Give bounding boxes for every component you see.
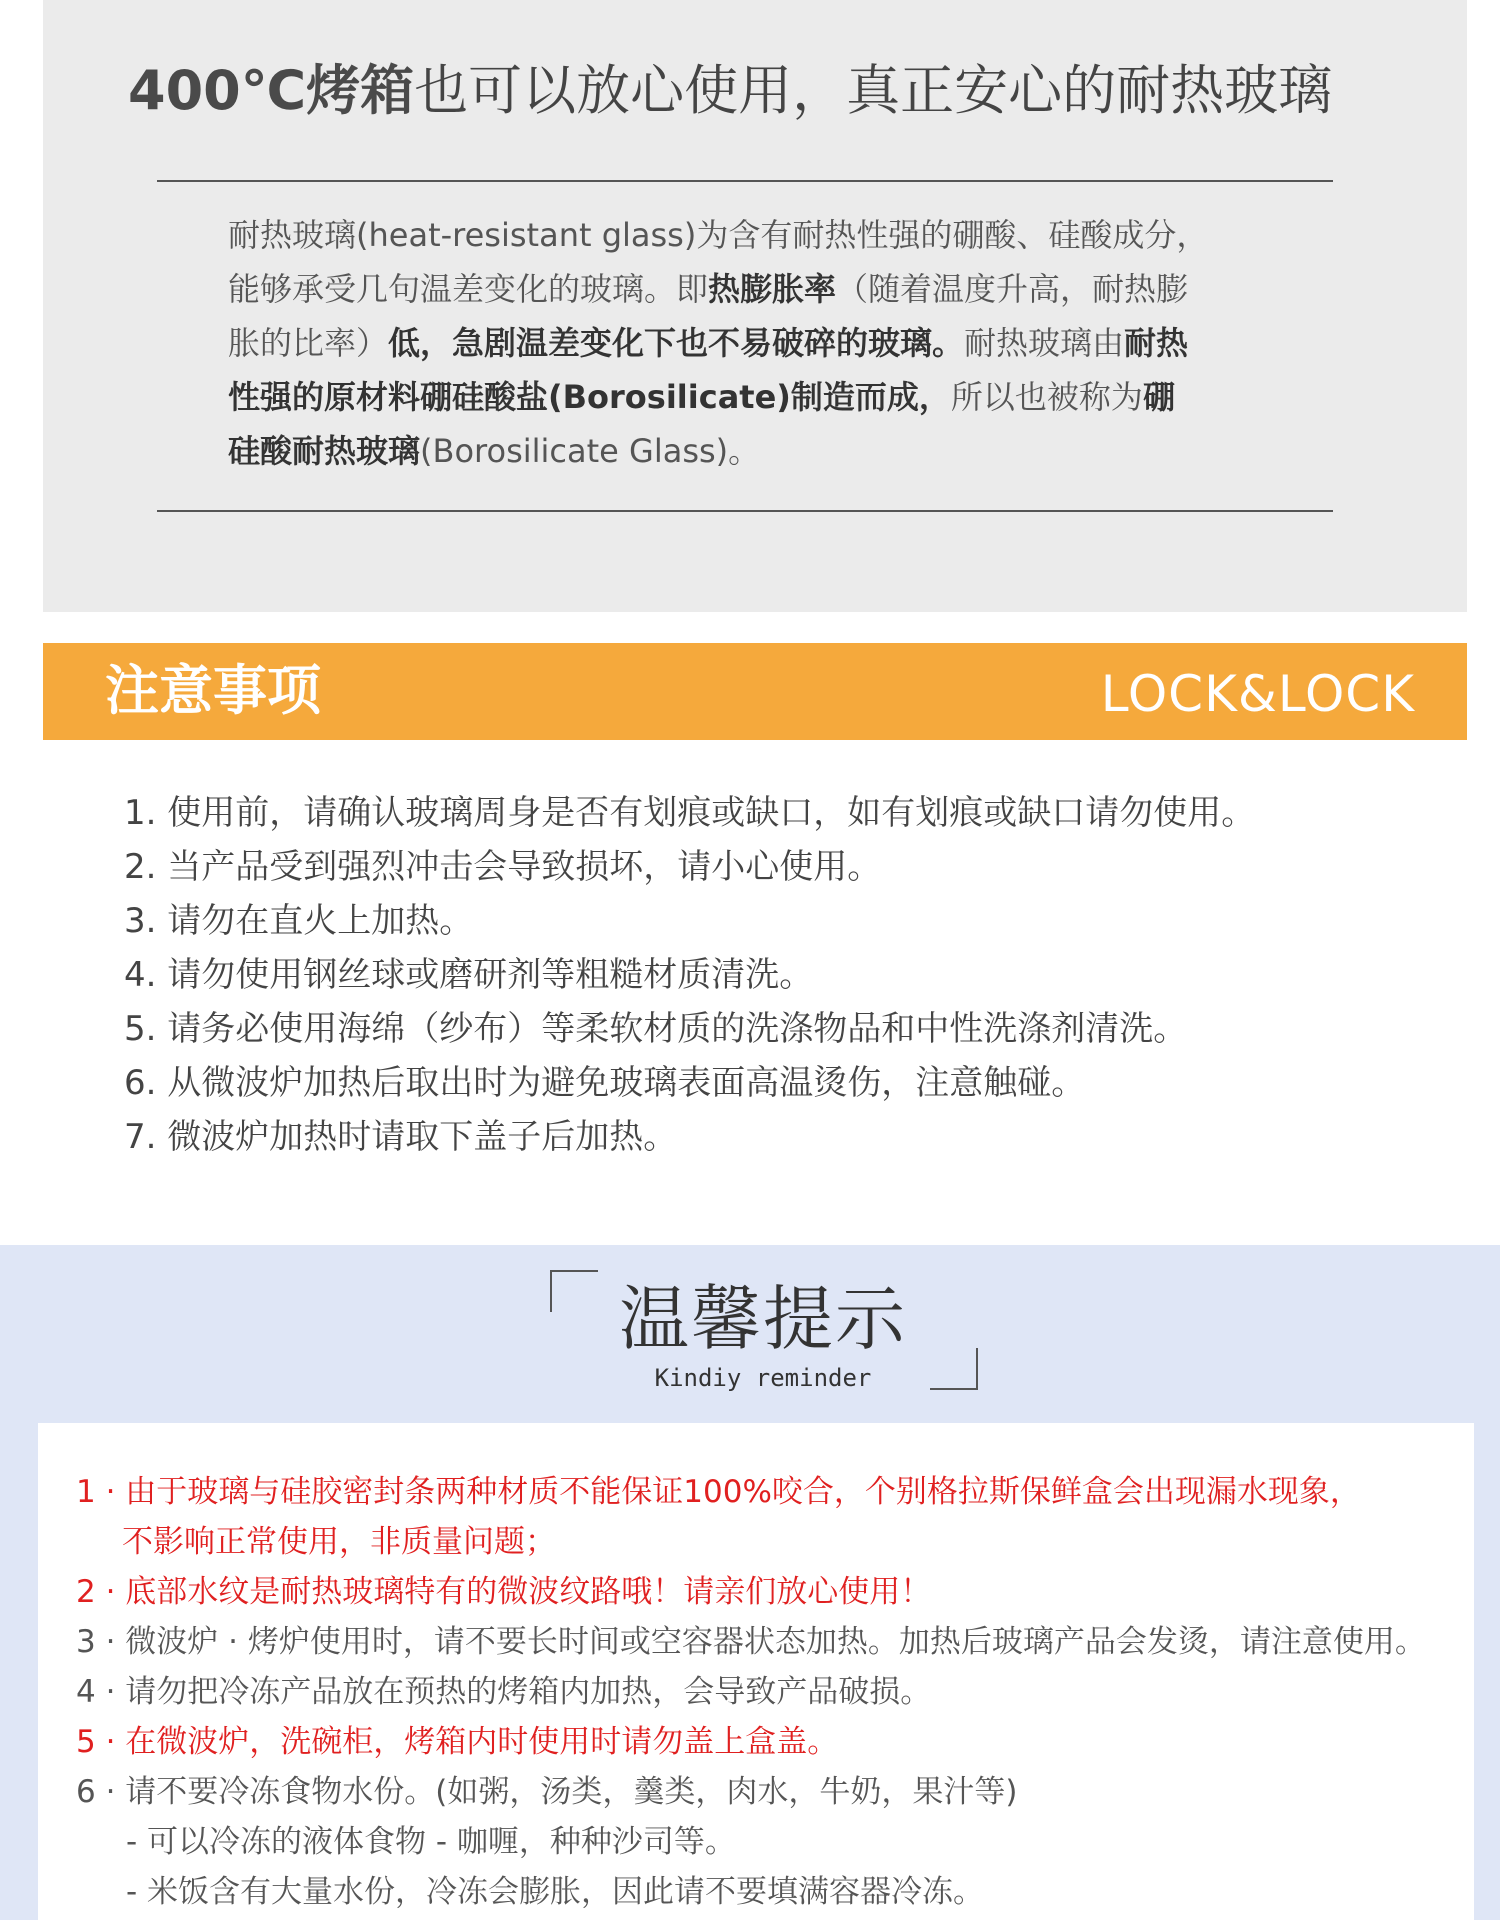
heat-title-bold: 400℃烤箱 — [128, 59, 415, 122]
tip-item: 1 · 由于玻璃与硅胶密封条两种材质不能保证100%咬合，个别格拉斯保鲜盒会出现漏水现象， — [76, 1474, 1361, 1510]
bracket-bottom-right-decoration — [930, 1348, 978, 1390]
heat-description-line — [228, 262, 1288, 316]
bold-text: 低，急剧温差变化下也不易破碎的玻璃。 — [388, 324, 965, 362]
notice-item: 6. 从微波炉加热后取出时为避免玻璃表面高温烫伤，注意触碰。 — [124, 1063, 1086, 1103]
notice-item: 4. 请勿使用钢丝球或磨研剂等粗糙材质清洗。 — [124, 955, 814, 995]
notice-item: 7. 微波炉加热时请取下盖子后加热。 — [124, 1117, 678, 1157]
heat-resistant-section — [0, 0, 1500, 612]
tip-item: 3 · 微波炉 · 烤炉使用时，请不要长时间或空容器状态加热。加热后玻璃产品会发烫，请注意使用。 — [76, 1624, 1426, 1660]
tips-section — [0, 1245, 1500, 1920]
heat-description-line — [228, 208, 1288, 262]
bottom-divider — [157, 510, 1333, 512]
text: 耐热玻璃(heat-resistant glass)为含有耐热性强的硼酸、硅酸成分， — [228, 216, 1209, 254]
notice-item: 1. 使用前，请确认玻璃周身是否有划痕或缺口，如有划痕或缺口请勿使用。 — [124, 793, 1256, 833]
notice-list — [124, 786, 1424, 1164]
text: 所以也被称为 — [950, 378, 1143, 416]
tip-item: - 米饭含有大量水份，冷冻会膨胀，因此请不要填满容器冷冻。 — [126, 1874, 985, 1910]
bold-text: 性强的原材料硼硅酸盐(Borosilicate)制造而成， — [228, 378, 951, 416]
tip-item: 2 · 底部水纹是耐热玻璃特有的微波纹路哦！请亲们放心使用！ — [76, 1574, 932, 1610]
tips-title: 温馨提示 — [619, 1278, 907, 1360]
tip-item: 4 · 请勿把冷冻产品放在预热的烤箱内加热，会导致产品破损。 — [76, 1674, 932, 1710]
bold-text: 硅酸耐热玻璃 — [228, 432, 421, 470]
bold-text: 热膨胀率 — [708, 270, 837, 308]
notice-item: 3. 请勿在直火上加热。 — [124, 901, 474, 941]
notice-header-bar — [43, 643, 1467, 740]
text: （随着温度升高，耐热膨 — [836, 270, 1189, 308]
heat-description — [228, 208, 1288, 478]
tip-item: 不影响正常使用，非质量问题； — [122, 1524, 556, 1560]
text: (Borosilicate Glass)。 — [420, 432, 761, 470]
notice-item: 2. 当产品受到强烈冲击会导致损坏，请小心使用。 — [124, 847, 882, 887]
notice-item: 5. 请务必使用海绵（纱布）等柔软材质的洗涤物品和中性洗涤剂清洗。 — [124, 1009, 1188, 1049]
bold-text: 硼 — [1142, 378, 1175, 416]
tips-subtitle: Kindiy reminder — [654, 1364, 872, 1392]
tip-item: 6 · 请不要冷冻食物水份。(如粥，汤类，羹类，肉水，牛奶，果汁等) — [76, 1774, 1018, 1810]
brand-logo-text: LOCK&LOCK — [1100, 665, 1415, 723]
text: 胀的比率） — [228, 324, 389, 362]
text: 耐热玻璃由 — [964, 324, 1125, 362]
tips-card — [38, 1423, 1474, 1920]
bold-text: 耐热 — [1124, 324, 1189, 362]
tip-item: 5 · 在微波炉，洗碗柜，烤箱内时使用时请勿盖上盒盖。 — [76, 1724, 839, 1760]
text: 能够承受几句温差变化的玻璃。即 — [228, 270, 709, 308]
heat-description-line — [228, 424, 1288, 478]
notice-title: 注意事项 — [105, 659, 321, 722]
heat-description-line — [228, 370, 1288, 424]
heat-description-line — [228, 316, 1288, 370]
top-divider — [157, 180, 1333, 182]
heat-title-rest: 也可以放心使用，真正安心的耐热玻璃 — [414, 59, 1333, 122]
tips-list — [76, 1467, 1476, 1917]
tip-item: - 可以冷冻的液体食物 - 咖喱，种种沙司等。 — [126, 1824, 736, 1860]
heat-title — [128, 56, 1428, 126]
